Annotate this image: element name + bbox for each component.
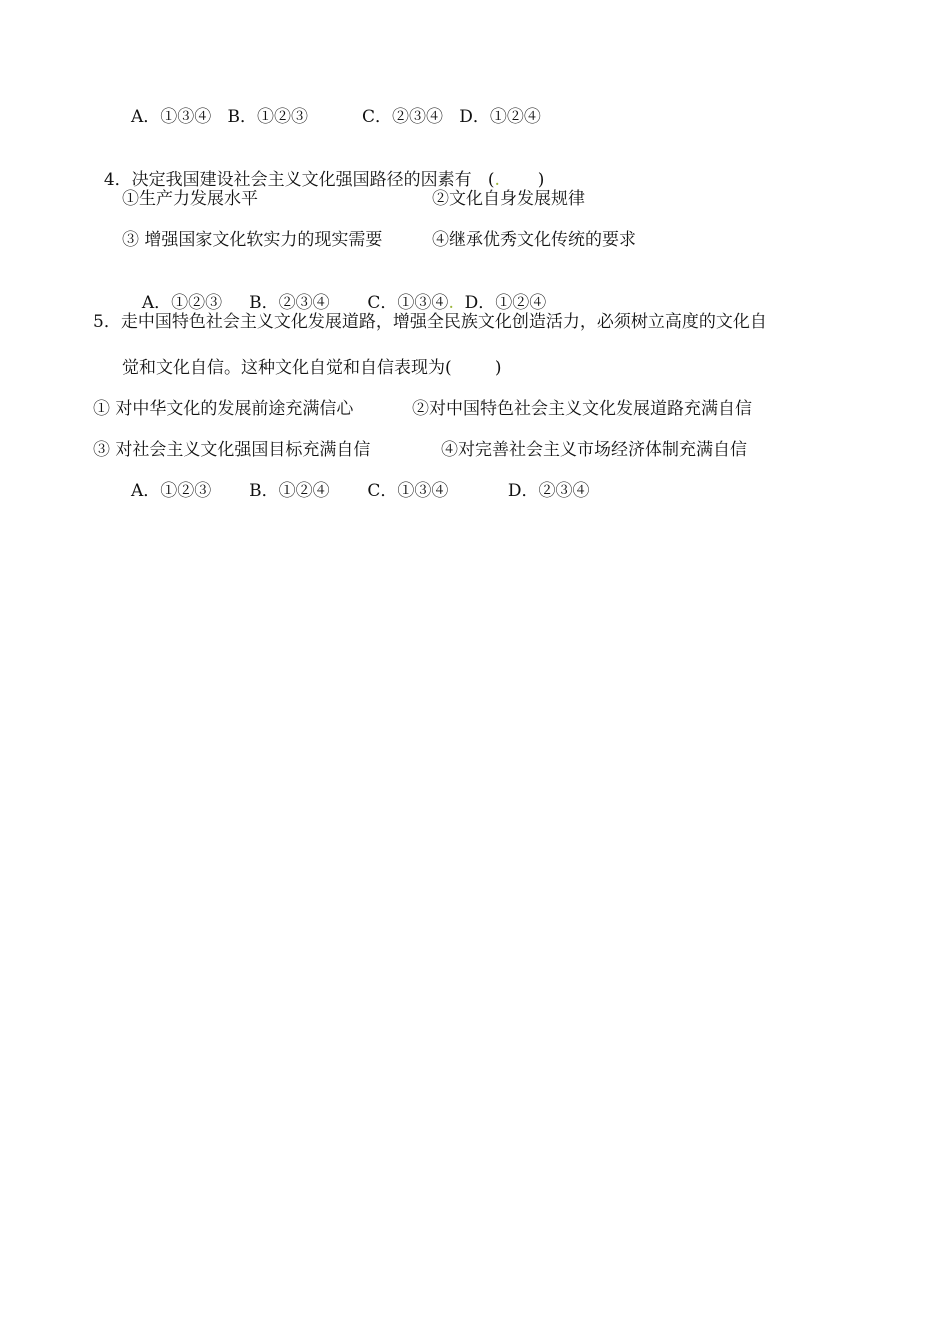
q4-stem xyxy=(93,147,545,190)
q4-stem-end: ) xyxy=(499,170,545,190)
q4-item-1: ①生产力发展水平 xyxy=(122,189,258,209)
q5-stem-line-2: 觉和文化自信。这种文化自觉和自信表现为( ) xyxy=(122,358,502,378)
q4-item-3: ③ 增强国家文化软实力的现实需要 xyxy=(122,230,383,250)
q4-item-2: ②文化自身发展规律 xyxy=(432,189,585,209)
q5-stem-line-1: 5．走中国特色社会主义文化发展道路，增强全民族文化创造活力，必须树立高度的文化自 xyxy=(93,312,767,332)
q3-options: A．①③④ B．①②③ C．②③④ D．①②④ xyxy=(131,107,541,127)
q5-options: A．①②③ B．①②④ C．①③④ D．②③④ xyxy=(131,481,590,501)
q4-options-dot: . xyxy=(448,293,454,313)
q4-options-abc: A．①②③ B．②③④ C．①③④ xyxy=(141,293,449,313)
q5-item-3: ③ 对社会主义文化强国目标充满自信 xyxy=(93,440,371,460)
q4-stem-text: 4．决定我国建设社会主义文化强国路径的因素有 ( xyxy=(103,170,495,190)
q5-item-2: ②对中国特色社会主义文化发展道路充满自信 xyxy=(412,399,752,419)
q4-item-4: ④继承优秀文化传统的要求 xyxy=(432,230,636,250)
q4-options xyxy=(131,270,547,313)
q4-options-d: D．①②④ xyxy=(453,293,547,313)
q5-item-1: ① 对中华文化的发展前途充满信心 xyxy=(93,399,354,419)
q4-stem-dot: . xyxy=(494,170,500,190)
q5-item-4: ④对完善社会主义市场经济体制充满自信 xyxy=(441,440,747,460)
